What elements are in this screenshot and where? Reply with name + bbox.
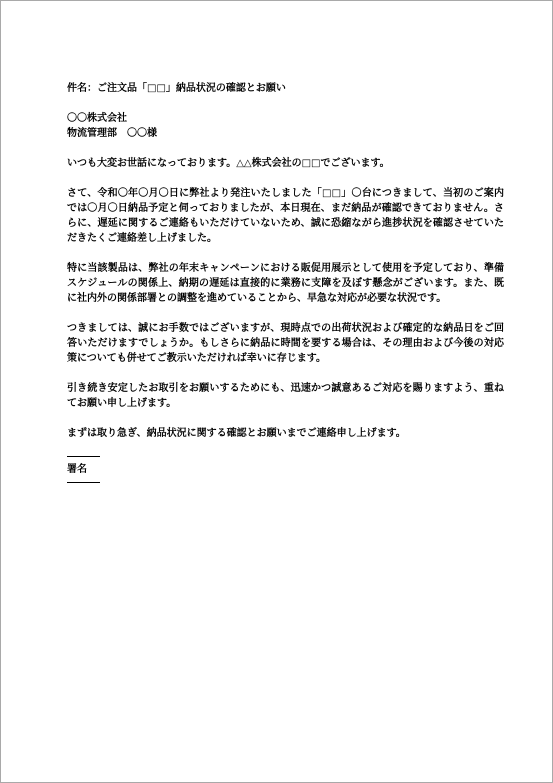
signature-block [67,456,504,483]
body-paragraph-5: まずは取り急ぎ、納品状況に関する確認とお願いまでご連絡申し上げます。 [67,428,406,439]
body-paragraph-3: つきましては、誠にお手数ではございますが、現時点での出荷状況および確定的な納品日をご回答いただけますでしょうか。もしさらに納品に時間を要する場合は、その理由および今後の対応策についても併せてご教示いただければ幸いに存じます。 [67,323,504,364]
recipient-department-person: 物流管理部 〇〇様 [67,128,157,139]
body-paragraph-1: さて、令和〇年〇月〇日に弊社より発注いたしました「□□」〇台につきまして、当初のご案内では〇月〇日納品予定と伺っておりましたが、本日現在、まだ納品が確認できておりません。さらに、遅延に関するご連絡もいただけていないため、誠に恐縮ながら進捗状況を確認させていただきたくご連絡差し上げました。 [67,188,504,244]
signature-rule-top [67,456,100,457]
body-paragraph-2: 特に当該製品は、弊社の年末キャンペーンにおける販促用展示として使用を予定しており、準備スケジュールの関係上、納期の遅延は直接的に業務に支障を及ぼす懸念がございます。また、既に社内外の関係部署との調整を進めていることから、早急な対応が必要な状況です。 [67,263,504,304]
signature-label: 署名 [67,464,87,475]
subject-line: 件名：ご注文品「□□」納品状況の確認とお願い [67,83,286,94]
letter-body [67,81,504,483]
signature-rule-bottom [67,482,100,483]
recipient-company: 〇〇株式会社 [67,113,127,124]
body-paragraph-4: 引き続き安定したお取引をお願いするためにも、迅速かつ誠意あるご対応を賜りますよう、重ねてお願い申し上げます。 [67,383,504,409]
greeting-line: いつも大変お世話になっております。△△株式会社の□□でございます。 [67,158,390,169]
recipient-block [67,111,504,141]
